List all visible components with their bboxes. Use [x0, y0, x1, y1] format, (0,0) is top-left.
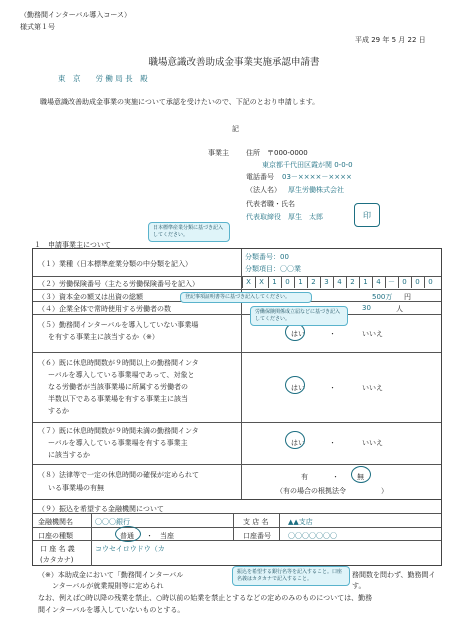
bank-title: （９）振込を希望する金融機関について	[38, 505, 164, 513]
holder-label-kana: (カタカナ)	[40, 556, 74, 564]
row5-no: いいえ	[362, 330, 383, 338]
footer-line2b: す。	[352, 582, 366, 590]
insurance-digit: 0	[398, 277, 410, 288]
account-type-current: 当座	[160, 532, 174, 540]
row6-label-2: ーバルを導入している事業場であって、対象と	[48, 371, 195, 379]
callout-insurance: 労働保険関係成立届などに基づき記入してください。	[250, 306, 348, 326]
row8-label-1: （８）法律等で一定の休息時間の確保が定められて	[38, 471, 199, 479]
ki-label: 記	[232, 125, 239, 133]
phone-value: 03－××××－××××	[282, 173, 352, 181]
row6-label-4: 半数以下である事業場を有する事業主に該当	[48, 395, 188, 403]
branch-value: ▲▲支店	[288, 518, 313, 526]
row6-no: いいえ	[362, 384, 383, 392]
seal-stamp: 印	[354, 203, 380, 227]
insurance-digit: 2	[346, 277, 358, 288]
row7-yes-circle	[285, 431, 305, 449]
row3-label: （３）資本金の額又は出資の総額	[38, 293, 143, 301]
rep-label: 代表者職・氏名	[246, 200, 295, 208]
row8-note: （有の場合の根拠法令 ）	[276, 487, 388, 495]
application-date: 平成 29 年 5 月 22 日	[355, 36, 426, 44]
account-type-dot: ・	[146, 532, 153, 540]
callout-capital: 登記事項証明書等に基づき記入してください。	[180, 292, 312, 303]
callout-industry: 日本標準産業分類に基づき記入してください。	[148, 222, 230, 242]
row1-label: （１）業種（日本標準産業分類の中分類を記入）	[38, 260, 192, 268]
form-number: 様式第１号	[20, 23, 55, 31]
workers-value: 30	[362, 304, 371, 312]
row6-yes: はい	[291, 384, 305, 392]
insurance-digit: X	[242, 277, 254, 288]
insurance-digit: 1	[268, 277, 280, 288]
document-title: 職場意識改善助成金事業実施承認申請書	[148, 57, 320, 68]
footer-line2a: ンターバルが就業規則等に定められ	[52, 582, 164, 590]
insurance-digit: －	[385, 277, 397, 288]
row7-yes: はい	[291, 439, 305, 447]
rep-name: 代表取締役 厚生 太郎	[246, 213, 323, 221]
row8-label-2: いる事業場の有無	[48, 484, 104, 492]
row1-class-number: 分類番号：00	[245, 253, 289, 261]
insurance-digit: 4	[333, 277, 345, 288]
footer-line4: 間インターバルを導入していないものとする。	[38, 606, 185, 614]
course-label: （勤務間インターバル導入コース）	[20, 11, 132, 19]
row5-label-1: （５）勤務間インターバルを導入していない事業場	[38, 321, 199, 329]
row8-no: 無	[357, 473, 364, 481]
bank-name-label: 金融機関名	[38, 518, 73, 526]
row7-no: いいえ	[362, 439, 383, 447]
row2-label: （２）労働保険番号（主たる労働保険番号を記入）	[38, 280, 199, 288]
insurance-digit: 0	[281, 277, 293, 288]
row4-label: （４）企業全体で常時使用する労働者の数	[38, 305, 171, 313]
address-label: 住所 〒000-0000	[246, 149, 308, 157]
insurance-digit: 1	[359, 277, 371, 288]
row7-label-3: に該当するか	[48, 451, 90, 459]
row6-dot: ・	[329, 384, 336, 392]
row7-dot: ・	[329, 439, 336, 447]
callout-bank: 振込を希望する銀行名等を記入すること。口座名義はカタカナで記入すること。	[232, 566, 350, 586]
insurance-digit: 3	[320, 277, 332, 288]
account-type-label: 口座の種類	[38, 532, 73, 540]
insurance-digit: 0	[411, 277, 423, 288]
address-value: 東京都千代田区霞が関 0-0-0	[262, 161, 353, 169]
account-type-ordinary: 普通	[120, 532, 134, 540]
row5-dot: ・	[329, 330, 336, 338]
insurance-digit: 4	[372, 277, 384, 288]
row8-no-circle	[351, 466, 371, 483]
addressee: 東 京 労 働 局 長 殿	[58, 74, 148, 83]
footer-line1a: （※）本助成金において「勤務間インターバル	[38, 571, 184, 579]
insurance-digit: 1	[294, 277, 306, 288]
corp-label: （法人名）	[246, 186, 281, 194]
row5-yes: はい	[291, 330, 305, 338]
insurance-digit: 2	[307, 277, 319, 288]
phone-label: 電話番号	[246, 173, 274, 181]
row8-yes: 有	[301, 473, 308, 481]
account-number-value: 〇〇〇〇〇〇〇	[288, 532, 337, 540]
workers-unit: 人	[396, 305, 403, 313]
holder-label: 口 座 名 義	[40, 545, 75, 553]
capital-unit: 円	[404, 293, 411, 301]
account-number-label: 口座番号	[243, 532, 271, 540]
insurance-digit: X	[255, 277, 267, 288]
row8-dot: ・	[332, 473, 339, 481]
section1-title: １ 申請事業主について	[34, 241, 111, 249]
row7-label-1: （７）既に休息時間数が９時間未満の勤務間インタ	[38, 427, 199, 435]
holder-value: コウセイロウドウ（カ	[95, 545, 165, 553]
insurance-digit: 0	[424, 277, 436, 288]
capital-value: 500万	[372, 293, 393, 301]
intro-text: 職場意識改善助成金事業の実施について承認を受けたいので、下記のとおり申請します。	[40, 98, 320, 106]
employer-label: 事業主	[208, 149, 229, 157]
row6-label-3: なる労働者が当該事業場に所属する労働者の	[48, 383, 188, 391]
row1-class-item: 分類項目：〇〇業	[245, 265, 301, 273]
branch-label: 支 店 名	[243, 518, 269, 526]
insurance-number	[242, 277, 442, 288]
row6-yes-circle	[285, 376, 305, 394]
row6-label-1: （６）既に休息時間数が９時間以上の勤務間インタ	[38, 359, 199, 367]
row5-label-2: を有する事業主に該当するか（※）	[48, 333, 159, 341]
ordinary-circle	[115, 526, 141, 542]
corp-name: 厚生労働株式会社	[288, 186, 344, 194]
footer-line1b: 務間数を問わず、勤務間イ	[352, 571, 436, 579]
row6-label-5: するか	[48, 407, 69, 415]
footer-line3: なお、例えば○時以降の残業を禁止、○時以前の始業を禁止とするなどの定めのみのものについては、勤務	[38, 594, 373, 602]
bank-name-value: 〇〇〇銀行	[95, 518, 130, 526]
row7-label-2: ーバルを導入している事業場を有する事業主	[48, 439, 188, 447]
